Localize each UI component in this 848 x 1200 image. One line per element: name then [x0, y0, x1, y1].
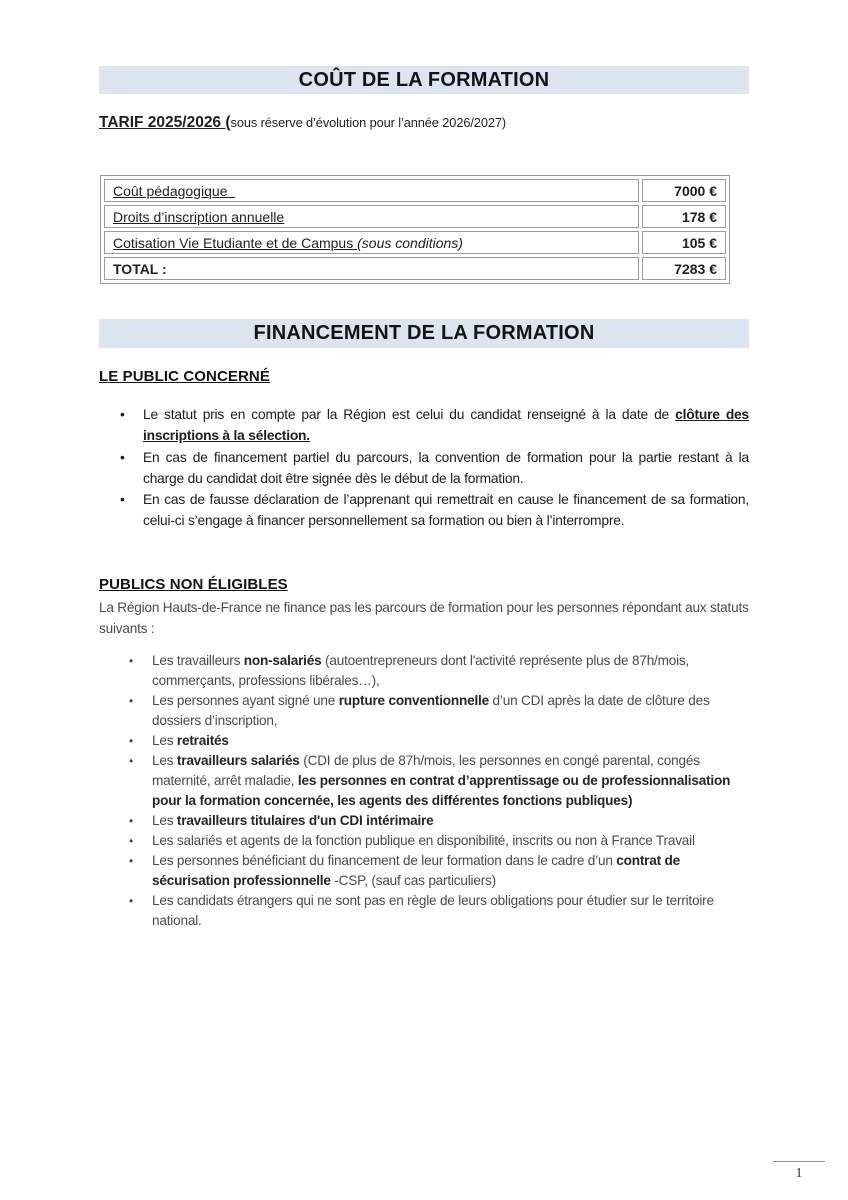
non-eligibles-list	[99, 651, 755, 931]
text-segment: travailleurs salariés	[176, 753, 300, 768]
cost-row-value: 178 €	[642, 205, 726, 228]
text-segment: Coût pédagogique	[113, 182, 236, 199]
text-segment: Les personnes bénéficiant du financement de leur formation dans le cadre d’un	[152, 853, 617, 868]
text-segment: retraités	[176, 733, 229, 748]
list-item	[99, 811, 755, 831]
text-segment: d’un CDI après la date de clôture des dossiers d’inscription,	[152, 693, 710, 728]
list-item	[99, 489, 749, 532]
cost-row-label	[104, 205, 639, 228]
text-segment: Les	[152, 813, 177, 828]
text-segment: En cas de financement partiel du parcours, la convention de formation pour la partie restant à la charge du candidat doit être signée dès le début de la formation.	[143, 449, 749, 486]
text-segment: Les	[152, 753, 177, 768]
non-eligibles-intro: La Région Hauts-de-France ne finance pas les parcours de formation pour les personnes répondant aux statuts suivants :	[99, 600, 749, 636]
cost-table	[100, 175, 730, 284]
text-segment: les personnes en contrat d’apprentissage ou de professionnalisation pour la formation concernée, les agents des différentes fonctions publiques)	[152, 773, 731, 808]
cost-row-value: 7000 €	[642, 179, 726, 202]
public-concerne-list	[99, 404, 749, 532]
list-item	[99, 851, 755, 891]
list-item	[99, 731, 755, 751]
text-segment: (sous conditions)	[357, 234, 463, 251]
financing-section-title: FINANCEMENT DE LA FORMATION	[253, 322, 595, 344]
text-segment: En cas de fausse déclaration de l’apprenant qui remettrait en cause le financement de sa formation, celui-ci s’engage à financer personnellement sa formation ou bien à l’interrompre.	[143, 492, 749, 529]
text-segment: contrat de sécurisation professionnelle	[152, 853, 680, 888]
cost-section-banner	[99, 66, 749, 94]
financing-section-banner	[99, 319, 749, 348]
tarif-label: TARIF 2025/2026 (	[99, 114, 231, 131]
table-row	[104, 231, 726, 254]
text-segment: travailleurs titulaires d'un CDI intérimaire	[176, 813, 434, 828]
text-segment: -CSP, (sauf cas particuliers)	[330, 873, 496, 888]
cost-row-value: 7283 €	[642, 257, 726, 280]
table-row	[104, 205, 726, 228]
text-segment: Les travailleurs	[152, 653, 244, 668]
table-row	[104, 257, 726, 280]
list-item	[99, 651, 755, 691]
public-concerne-heading: LE PUBLIC CONCERNÉ	[99, 368, 270, 385]
text-segment: Les personnes ayant signé une	[152, 693, 339, 708]
text-segment: rupture conventionnelle	[338, 693, 489, 708]
list-item	[99, 831, 755, 851]
text-segment: Droits d’inscription annuelle	[113, 208, 285, 225]
text-segment: TOTAL :	[113, 260, 167, 277]
cost-row-label	[104, 257, 639, 280]
list-item	[99, 447, 749, 490]
non-eligibles-heading: PUBLICS NON ÉLIGIBLES	[99, 576, 288, 593]
tarif-line	[99, 114, 506, 132]
text-segment: (CDI de plus de 87h/mois, les personnes en congé parental, congés maternité, arrêt maladie,	[152, 753, 700, 788]
cost-section-title: COÛT DE LA FORMATION	[298, 68, 550, 91]
table-row	[104, 179, 726, 202]
tarif-note: sous réserve d’évolution pour l’année 2026/2027)	[230, 115, 507, 130]
list-item	[99, 891, 755, 931]
text-segment: (autoentrepreneurs dont l'activité représente plus de 87h/mois, commerçants, professions libérales…),	[152, 653, 690, 688]
text-segment: clôture des inscriptions à la sélection.	[143, 407, 749, 444]
text-segment: Le statut pris en compte par la Région est celui du candidat renseigné à la date de	[143, 407, 676, 422]
text-segment: Les	[152, 733, 177, 748]
list-item	[99, 404, 749, 447]
cost-row-value: 105 €	[642, 231, 726, 254]
text-segment: Cotisation Vie Etudiante et de Campus	[113, 234, 358, 251]
page-number: 1	[773, 1161, 825, 1181]
list-item	[99, 691, 755, 731]
text-segment: Les candidats étrangers qui ne sont pas en règle de leurs obligations pour étudier sur le territoire national.	[152, 893, 714, 928]
text-segment: non-salariés	[243, 653, 322, 668]
list-item	[99, 751, 755, 811]
cost-row-label	[104, 179, 639, 202]
text-segment: Les salariés et agents de la fonction publique en disponibilité, inscrits ou non à France Travail	[152, 833, 695, 848]
cost-row-label	[104, 231, 639, 254]
